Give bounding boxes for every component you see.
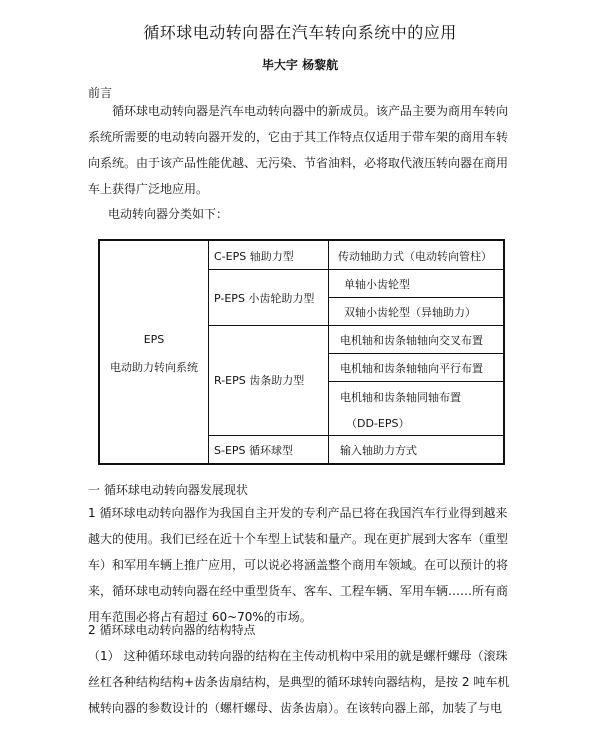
intro-paragraph: 循环球电动转向器是汽车电动转向器中的新成员。该产品主要为商用车转向系统所需要的电动转向器开发的，它由于其工作特点仅适用于带车架的商用车转向系统。由于该产品性能优越、无污染、节省油料，必将取代液压转向器在商用车上获得广泛地应用。 — [88, 104, 509, 196]
detail-r-eps-parallel: 电机轴和齿条轴轴向平行布置 — [340, 362, 483, 375]
section2-paragraph: （1） 这种循环球电动转向器的结构在主传动机构中采用的就是螺杆螺母（滚珠丝杠各种结构结构+齿条齿扇结构，是典型的循环球转向器结构，是按 2 吨车机械转向器的参数设计的（螺杆螺母、齿条齿扇）。在该转向器上部，加装了与电 — [88, 649, 510, 715]
detail-r-eps-dd: （DD-EPS） — [346, 417, 410, 430]
row-line — [208, 269, 503, 270]
eps-root-name: 电动助力转向系统 — [110, 361, 198, 374]
detail-r-eps-coaxial: 电机轴和齿条轴同轴布置 — [340, 391, 461, 404]
type-p-eps: P-EPS 小齿轮助力型 — [214, 292, 315, 305]
preface-heading: 前言 — [88, 86, 113, 100]
divider-types — [328, 241, 329, 463]
detail-c-eps: 传动轴助力式（电动转向管柱） — [338, 250, 492, 263]
authors: 毕大宇 杨黎航 — [261, 58, 339, 72]
detail-s-eps: 输入轴助力方式 — [340, 444, 417, 457]
detail-p-eps-dual: 双轴小齿轮型（异轴助力） — [344, 306, 476, 319]
section2-heading: 2 循环球电动转向器的结构特点 — [88, 623, 256, 637]
detail-p-eps-single: 单轴小齿轮型 — [344, 278, 410, 291]
detail-line — [328, 381, 503, 382]
row-line — [208, 435, 503, 436]
page-title: 循环球电动转向器在汽车转向系统中的应用 — [143, 23, 457, 42]
detail-line — [328, 297, 503, 298]
classification-intro: 电动转向器分类如下： — [108, 207, 229, 221]
eps-classification-table — [98, 239, 505, 465]
eps-root-label: EPS — [143, 333, 165, 346]
detail-r-eps-cross: 电机轴和齿条轴轴向交叉布置 — [340, 334, 483, 347]
divider-root — [208, 241, 209, 463]
row-line — [208, 325, 503, 326]
detail-line — [328, 353, 503, 354]
type-r-eps: R-EPS 齿条助力型 — [214, 374, 305, 387]
section1-paragraph: 1 循环球电动转向器作为我国自主开发的专利产品已将在我国汽车行业得到越来越大的使用。我们已经在近十个车型上试装和量产。现在更扩展到大客车（重型车）和军用车辆上推广应用，可以说必将涵盖整个商用车领域。在可以预计的将来，循环球电动转向器在经中重型货车、客车、工程车辆、军用车辆……所有商用车范围必将占有超过 60~70%的市场。 — [88, 506, 509, 624]
type-s-eps: S-EPS 循环球型 — [214, 444, 294, 457]
type-c-eps: C-EPS 轴助力型 — [214, 250, 294, 263]
section1-heading: 一 循环球电动转向器发展现状 — [88, 483, 248, 497]
